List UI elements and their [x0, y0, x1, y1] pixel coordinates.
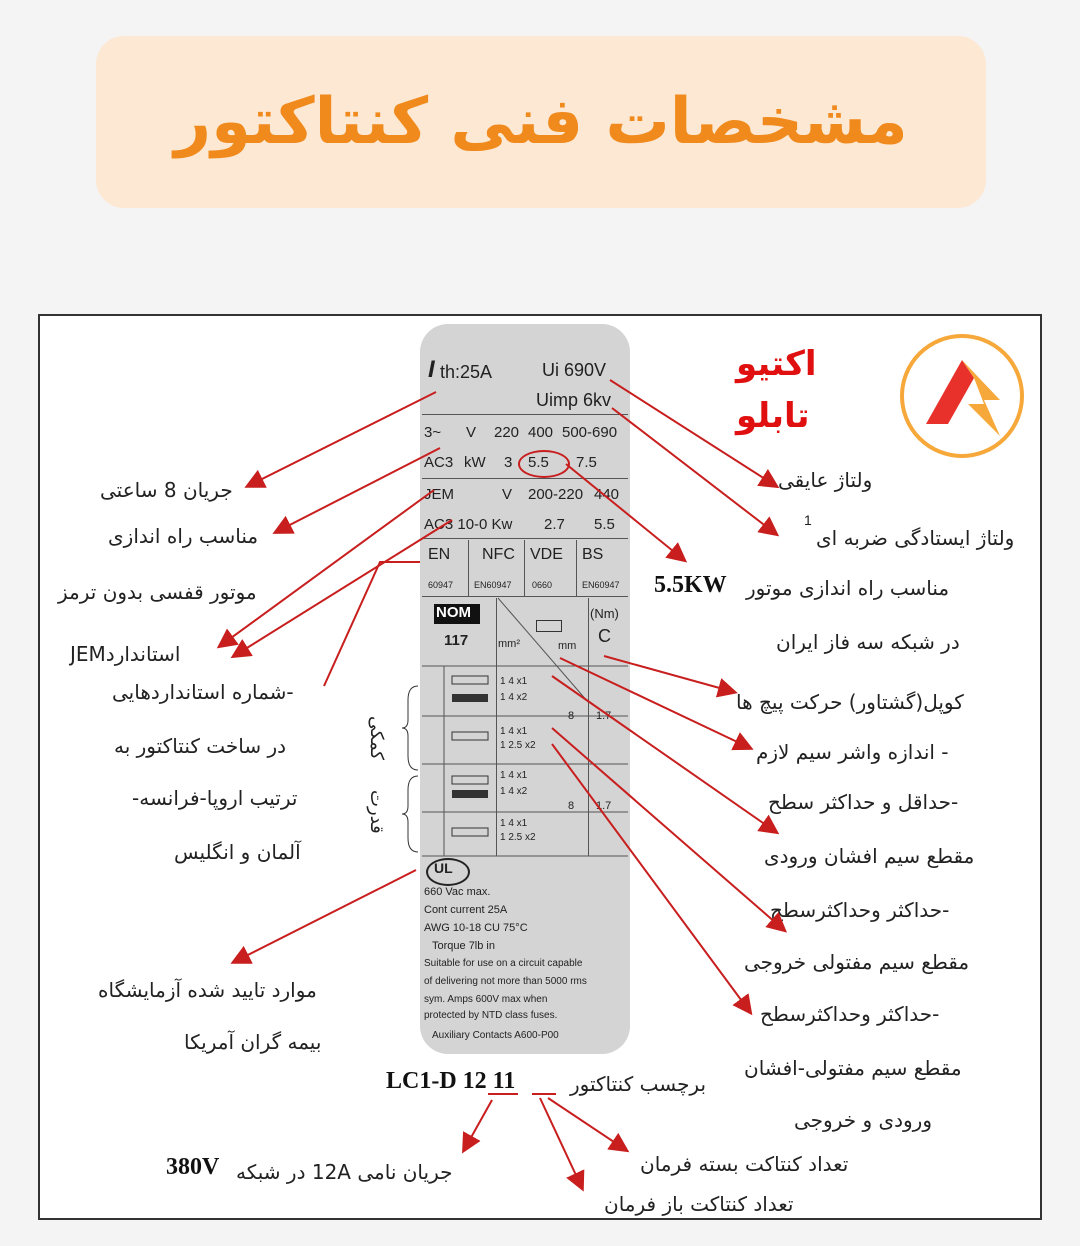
- label-auxiliary: کمکی: [366, 716, 387, 760]
- label-contactor-label: برچسب کنتاکتور: [570, 1072, 707, 1096]
- label-impulse-sup: 1: [804, 512, 812, 528]
- label-standards-4: آلمان و انگلیس: [174, 840, 301, 864]
- label-max-2: مقطع سیم مفتولی خروجی: [744, 950, 970, 974]
- label-suitable-start: مناسب راه اندازی: [108, 524, 259, 548]
- ul-label: UL: [434, 860, 453, 876]
- nom-label: NOM: [436, 604, 471, 621]
- label-impulse-voltage: ولتاژ ایستادگی ضربه ای: [816, 526, 1015, 550]
- contactor-code: LC1-D 12 11: [386, 1068, 516, 1094]
- logo-text-2: تابلو: [736, 396, 810, 436]
- label-standards-2: در ساخت کنتاکتور به: [114, 734, 287, 758]
- logo-text-1: اکتیو: [736, 344, 817, 384]
- label-ul-1: موارد تایید شده آزمایشگاه: [98, 978, 317, 1002]
- unit-mm2: mm²: [498, 638, 520, 650]
- ith-symbol: I: [428, 356, 435, 383]
- val-17-bottom: 1.7: [596, 800, 612, 812]
- label-no-contacts: تعداد کنتاکت باز فرمان: [604, 1192, 794, 1216]
- label-ul-2: بیمه گران آمریکا: [184, 1030, 322, 1054]
- label-min-max-1: -حداقل و حداکثر سطح: [768, 790, 959, 814]
- label-screw-torque: کوپل(گشتاور) حرکت پیچ ها: [736, 690, 964, 714]
- label-nc-contacts: تعداد کنتاکت بسته فرمان: [640, 1152, 849, 1176]
- label-rated-current: جریان نامی 12A در شبکه: [236, 1160, 453, 1184]
- label-max-5: ورودی و خروجی: [794, 1108, 932, 1132]
- plate-ith: th:25A: [440, 362, 493, 382]
- label-insulation-voltage: ولتاژ عایقی: [778, 468, 873, 492]
- val-8-top: 8: [568, 710, 575, 722]
- unit-mm: mm: [558, 640, 577, 652]
- label-380v: 380V: [166, 1154, 220, 1180]
- label-iran-grid: در شبکه سه فاز ایران: [776, 630, 960, 654]
- plate-ui: Ui 690V: [542, 360, 607, 380]
- label-5-5kw: 5.5KW: [654, 572, 727, 598]
- label-standards-3: ترتیب اروپا-فرانسه-: [132, 786, 298, 810]
- page-title: مشخصات فنی کنتاکتور: [174, 85, 908, 159]
- plate-uimp: Uimp 6kv: [536, 390, 612, 410]
- unit-nm: (Nm): [590, 606, 619, 621]
- label-jem: استانداردJEM: [70, 642, 181, 666]
- label-current-8h: جریان 8 ساعتی: [100, 478, 233, 502]
- val-8-bottom: 8: [568, 800, 575, 812]
- label-max-3: -حداکثر وحداکثرسطح: [760, 1002, 940, 1026]
- nom-number: 117: [444, 632, 469, 649]
- unit-c: C: [598, 626, 611, 646]
- label-power: قدرت: [366, 790, 387, 834]
- val-17-top: 1.7: [596, 710, 612, 722]
- label-cage-motor: موتور قفسی بدون ترمز: [58, 580, 257, 604]
- label-motor-start: مناسب راه اندازی موتور: [746, 576, 950, 600]
- label-washer-size: - اندازه واشر سیم لازم: [756, 740, 949, 764]
- label-max-4: مقطع سیم مفتولی-افشان: [744, 1056, 962, 1080]
- label-min-max-2: مقطع سیم افشان ورودی: [764, 844, 975, 868]
- label-max-1: -حداکثر وحداکثرسطح: [770, 898, 950, 922]
- label-standards-1: -شماره استانداردهایی: [112, 680, 294, 704]
